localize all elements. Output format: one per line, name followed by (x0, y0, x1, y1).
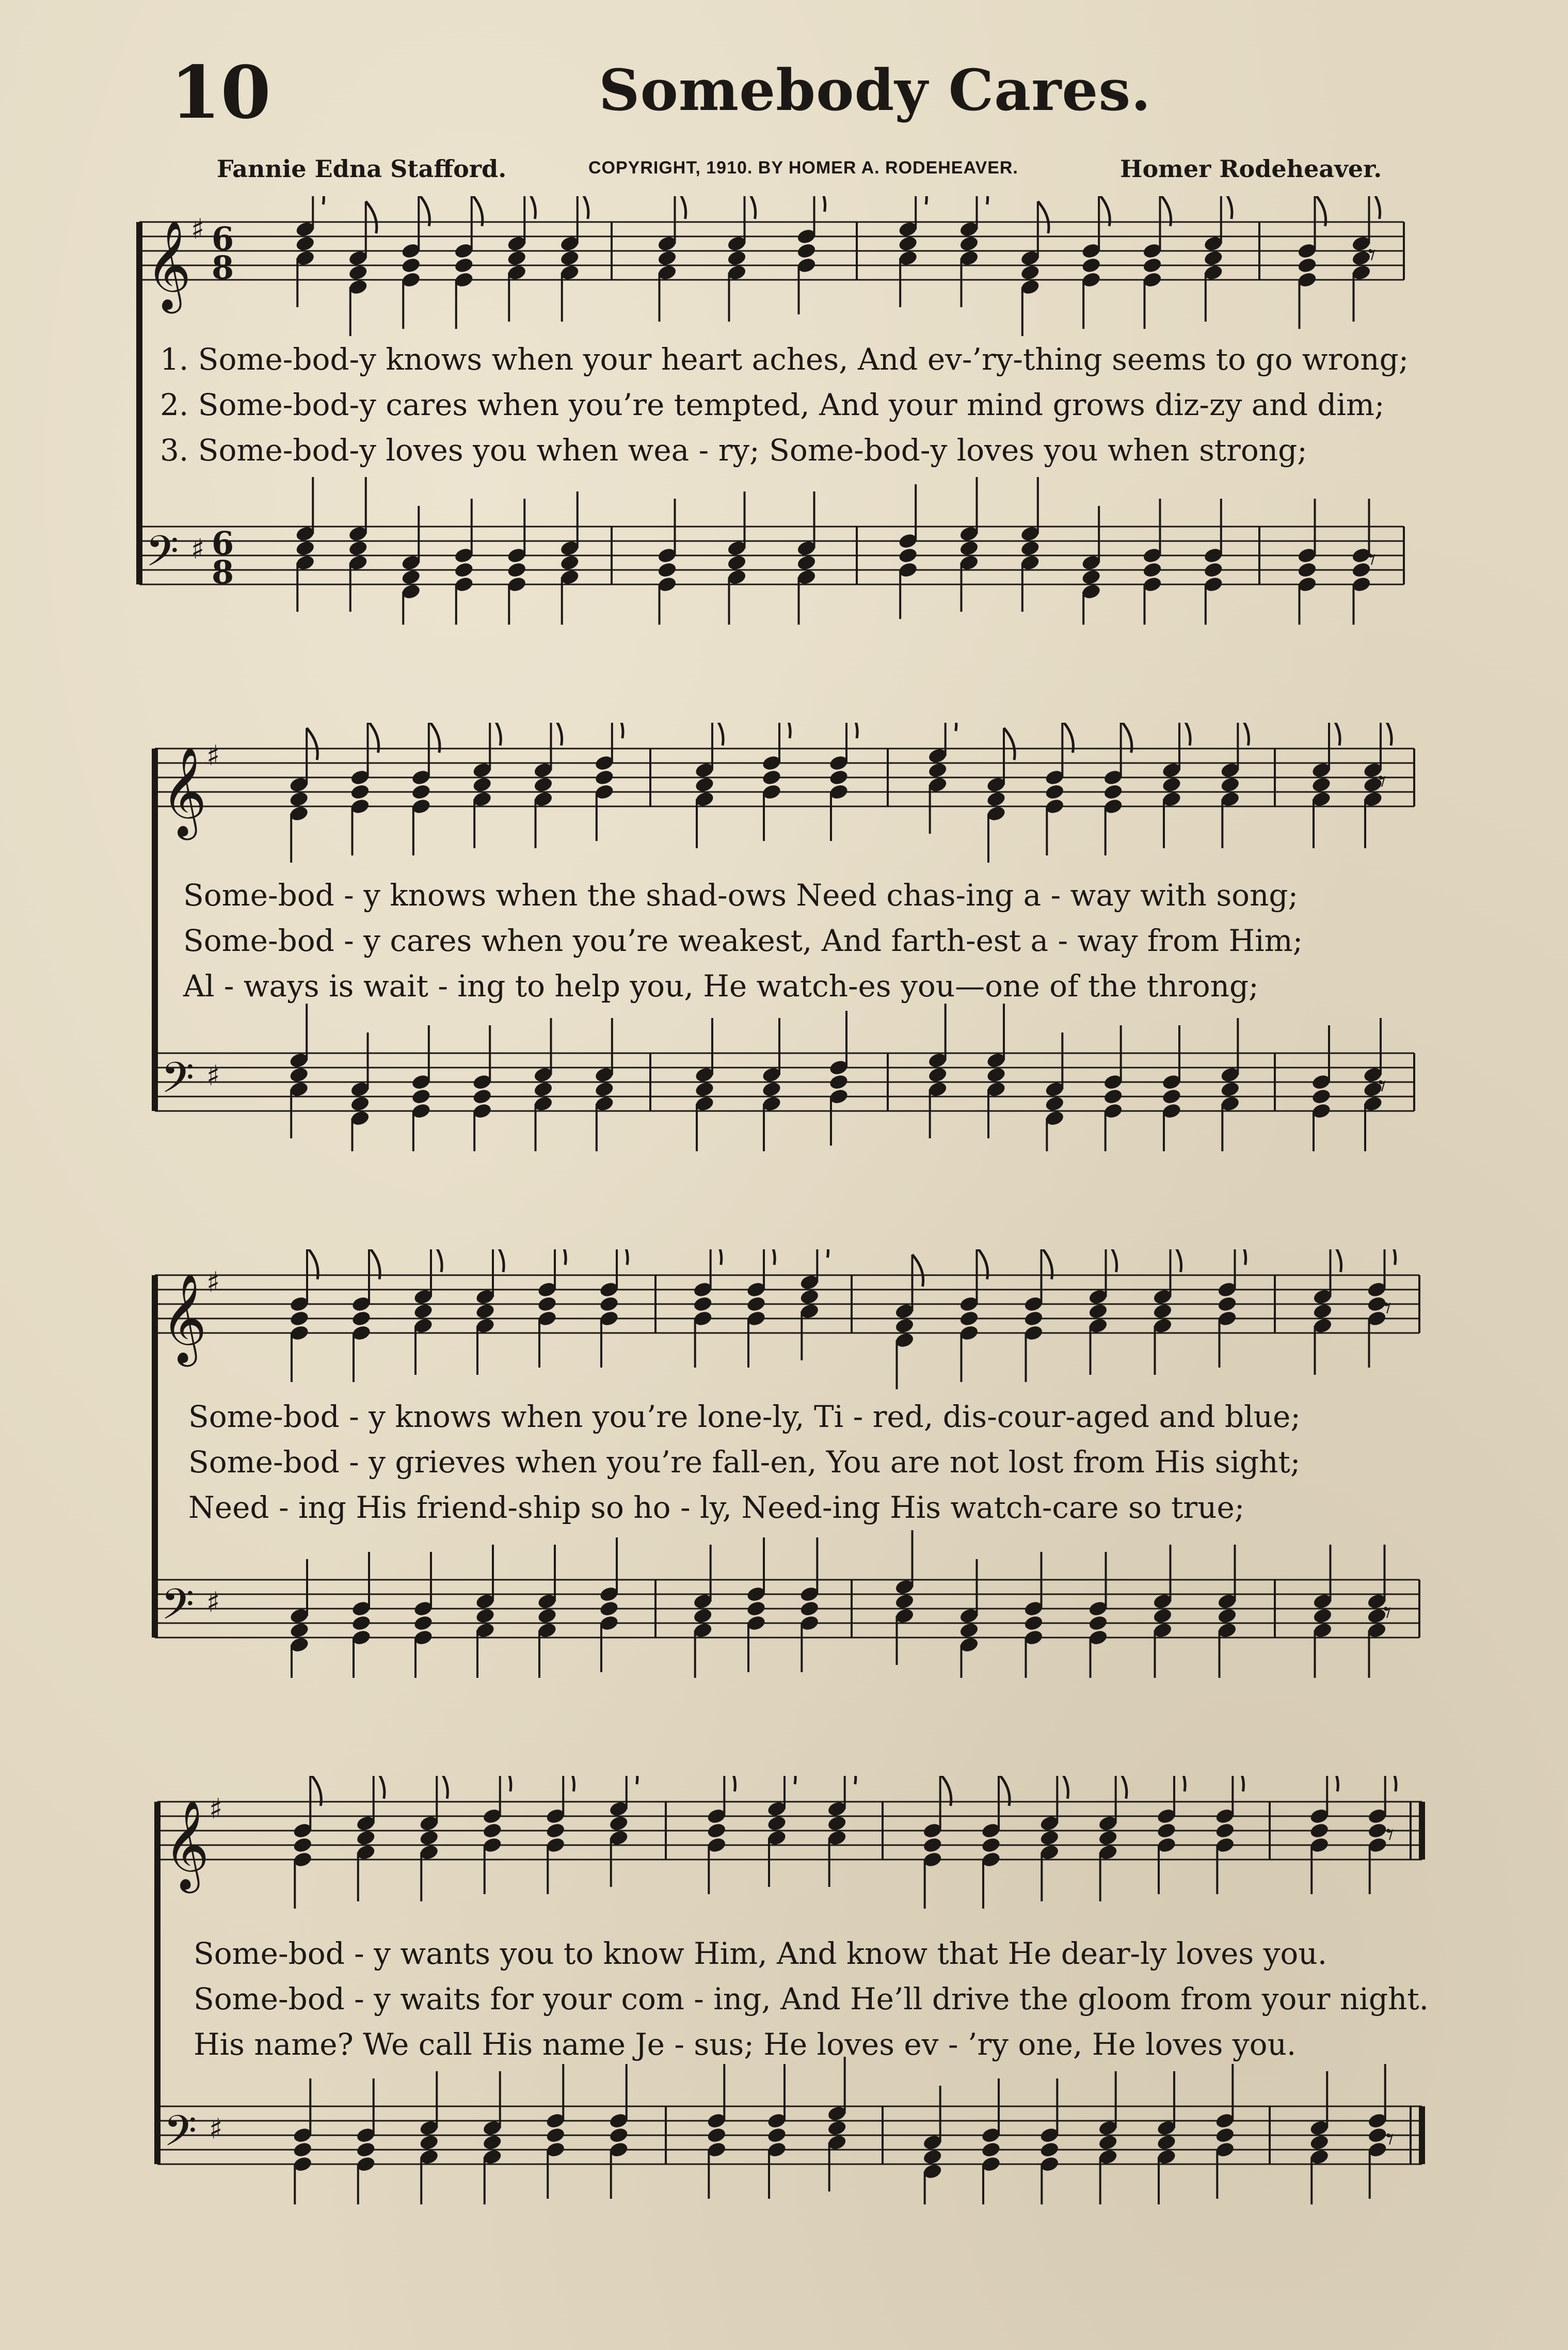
note-chord (828, 723, 857, 841)
note-chord (1081, 196, 1110, 329)
note-chord (694, 1018, 715, 1151)
note-chord (1367, 2064, 1388, 2199)
note-chord (1087, 1249, 1116, 1375)
copyright-notice: COPYRIGHT, 1910. BY HOMER A. RODEHEAVER. (588, 158, 1018, 178)
note-chord (506, 499, 527, 625)
lyric-line: Some-bod - y grieves when you’re fall-en, You are not lost from His sight; (188, 1444, 1301, 1480)
note-chord (693, 1545, 713, 1678)
bass-staff (155, 1530, 1419, 1678)
note-chord (1103, 723, 1132, 855)
note-chord (559, 491, 580, 625)
note-chord (292, 1776, 321, 1909)
note-chord (706, 1776, 735, 1894)
key-sharp-icon: ♯ (206, 1059, 220, 1092)
lyric-line: Some-bod - y knows when you’re lone-ly, Ti - red, dis-cour-aged and blue; (188, 1399, 1301, 1434)
treble-staff (155, 723, 1414, 863)
note-chord (958, 477, 979, 612)
lyric-line: Need - ing His friend-ship so ho - ly, Need-ing His watch-care so true; (188, 1490, 1245, 1525)
note-chord (545, 1776, 574, 1894)
key-sharp-icon: ♯ (209, 1792, 223, 1825)
note-chord (559, 196, 588, 322)
note-chord (766, 2064, 787, 2199)
note-chord (411, 723, 440, 855)
music-system-2 (0, 723, 1568, 1151)
rest-icon: 𝄾 (1386, 1817, 1394, 1853)
rest-icon: 𝄾 (1386, 2121, 1394, 2157)
note-chord (349, 1033, 370, 1151)
key-sharp-icon: ♯ (206, 1266, 220, 1298)
bass-staff (155, 1004, 1414, 1151)
note-chord (657, 499, 677, 625)
note-chord (292, 2078, 313, 2204)
note-chord (1098, 2071, 1118, 2204)
note-chord (657, 196, 685, 322)
note-chord (1297, 499, 1317, 625)
music-system-3 (0, 1249, 1568, 1678)
note-chord (1203, 196, 1232, 322)
lyrics-block-3 (188, 1394, 1301, 1530)
treble-staff (157, 1776, 1422, 1909)
note-chord (401, 196, 429, 329)
lyric-line: 3. Some-bod-y loves you when wea - ry; Some-bod-y loves you when strong; (160, 433, 1307, 468)
note-chord (295, 477, 315, 612)
note-chord (351, 1552, 372, 1678)
time-signature-bottom: 8 (212, 249, 234, 287)
note-chord (356, 1776, 385, 1901)
note-chord (537, 1545, 557, 1678)
note-chord (1214, 2064, 1235, 2199)
note-chord (413, 1249, 442, 1375)
lyric-line: Some-bod - y wants you to know Him, And know that He dear-ly loves you. (194, 1936, 1327, 1971)
note-chord (1152, 1545, 1173, 1678)
note-chord (981, 1776, 1010, 1909)
note-chord (958, 1249, 987, 1382)
note-chord (693, 1249, 722, 1368)
note-chord (545, 2064, 566, 2199)
note-chord (454, 499, 474, 625)
note-chord (475, 1545, 495, 1678)
note-chord (599, 1249, 628, 1368)
note-chord (1152, 1249, 1181, 1375)
lyrics-block-2 (183, 872, 1303, 1009)
note-chord (1023, 1552, 1044, 1678)
lyricist-credit: Fannie Edna Stafford. (217, 155, 507, 183)
note-chord (1217, 1545, 1237, 1678)
bass-clef-icon: 𝄢 (146, 526, 179, 586)
note-chord (1142, 499, 1162, 625)
note-chord (356, 2078, 376, 2204)
note-chord (894, 1530, 915, 1665)
bass-clef-icon: 𝄢 (161, 1053, 195, 1113)
note-chord (958, 1559, 979, 1678)
lyric-line: Al - ways is wait - ing to help you, He watch-es you—one of the throng; (183, 968, 1259, 1004)
bass-clef-icon: 𝄢 (164, 2106, 197, 2166)
treble-clef-icon: 𝄞 (164, 1800, 210, 1889)
note-chord (1297, 196, 1325, 329)
note-chord (761, 723, 790, 841)
note-chord (1039, 1776, 1068, 1901)
key-sharp-icon: ♯ (209, 2113, 223, 2145)
key-sharp-icon: ♯ (206, 739, 220, 772)
time-signature-top: 6 (212, 525, 234, 562)
note-chord (1161, 723, 1190, 848)
note-chord (1039, 2078, 1060, 2204)
note-chord (1217, 1249, 1245, 1368)
note-chord (351, 1249, 380, 1382)
treble-clef-icon: 𝄞 (146, 220, 191, 310)
note-chord (289, 1004, 309, 1138)
lyric-line: 1. Some-bod-y knows when your heart aches, And ev-’ry-thing seems to go wrong; (160, 342, 1409, 377)
note-chord (796, 491, 817, 625)
note-chord (1103, 1025, 1124, 1151)
note-chord (746, 1249, 775, 1368)
lyrics-block-4 (194, 1931, 1429, 2067)
note-chord (533, 723, 562, 848)
note-chord (454, 196, 483, 329)
note-chord (726, 491, 747, 625)
composer-credit: Homer Rodeheaver. (1120, 155, 1382, 183)
lyric-line: 2. Some-bod-y cares when you’re tempted, And your mind grows diz-zy and dim; (160, 387, 1385, 422)
note-chord (349, 723, 378, 855)
note-chord (475, 1249, 504, 1375)
treble-staff (155, 1249, 1419, 1389)
note-chord (827, 2057, 847, 2192)
hymn-number: 10 (170, 51, 271, 135)
note-chord (413, 1552, 434, 1678)
note-chord (289, 1249, 318, 1382)
bass-clef-icon: 𝄢 (161, 1579, 195, 1640)
note-chord (761, 1018, 782, 1151)
note-chord (1220, 723, 1249, 848)
time-signature-bottom: 8 (212, 553, 234, 591)
hymn-title: Somebody Cares. (599, 57, 1151, 123)
note-chord (796, 196, 825, 314)
rest-icon: 𝄾 (1368, 542, 1376, 578)
note-chord (828, 1011, 849, 1146)
note-chord (1156, 2071, 1177, 2204)
rest-icon: 𝄾 (1368, 237, 1376, 273)
note-chord (419, 1776, 447, 1901)
lyric-line: Some-bod - y knows when the shad-ows Need chas-ing a - way with song; (183, 878, 1299, 913)
note-chord (537, 1249, 566, 1368)
rest-icon: 𝄾 (1383, 1595, 1391, 1631)
lyric-line: Some-bod - y cares when you’re weakest, And farth-est a - way from Him; (183, 923, 1303, 958)
note-chord (482, 2071, 503, 2204)
note-chord (1044, 723, 1073, 855)
note-chord (348, 477, 369, 612)
note-chord (1087, 1552, 1108, 1678)
note-chord (1081, 506, 1101, 625)
note-chord (1044, 1033, 1065, 1151)
note-chord (506, 196, 535, 322)
note-chord (1203, 499, 1224, 625)
note-chord (1214, 1776, 1243, 1894)
treble-staff (139, 196, 1404, 336)
note-chord (927, 1004, 948, 1138)
key-sharp-icon: ♯ (191, 533, 205, 565)
note-chord (922, 2086, 943, 2204)
note-chord (289, 1559, 310, 1678)
rest-icon: 𝄾 (1378, 1068, 1386, 1104)
key-sharp-icon: ♯ (191, 213, 205, 245)
note-chord (1023, 1249, 1052, 1382)
note-chord (1312, 1545, 1333, 1678)
lyrics-block-1 (160, 337, 1409, 473)
note-chord (482, 1776, 511, 1894)
lyric-line: Some-bod - y waits for your com - ing, And He’ll drive the gloom from your night. (194, 1981, 1429, 2016)
bass-staff (139, 477, 1404, 625)
note-chord (1161, 1025, 1182, 1151)
note-chord (1156, 1776, 1185, 1894)
note-chord (609, 2064, 629, 2199)
note-chord (706, 2064, 727, 2199)
note-chord (472, 1025, 492, 1151)
note-chord (898, 484, 918, 619)
note-chord (1309, 2071, 1330, 2204)
note-chord (1311, 723, 1340, 848)
note-chord (599, 1537, 619, 1672)
note-chord (419, 2071, 439, 2204)
treble-clef-icon: 𝄞 (161, 1273, 207, 1363)
note-chord (1220, 1018, 1240, 1151)
note-chord (1142, 196, 1171, 329)
note-chord (726, 196, 755, 322)
lyric-line: His name? We call His name Je - sus; He loves ev - ’ry one, He loves you. (194, 2027, 1297, 2062)
note-chord (1363, 723, 1391, 848)
note-chord (411, 1025, 431, 1151)
note-chord (401, 506, 421, 625)
bass-staff (157, 2057, 1422, 2204)
note-chord (1309, 1776, 1338, 1894)
music-system-1 (0, 196, 1568, 625)
time-signature-top: 6 (212, 220, 234, 258)
note-chord (922, 1776, 951, 1909)
note-chord (694, 723, 723, 848)
treble-clef-icon: 𝄞 (161, 747, 207, 836)
key-sharp-icon: ♯ (206, 1586, 220, 1618)
note-chord (799, 1537, 820, 1672)
note-chord (472, 723, 501, 848)
note-chord (1098, 1776, 1127, 1901)
rest-icon: 𝄾 (1378, 764, 1386, 800)
note-chord (1311, 1025, 1332, 1151)
note-chord (594, 1018, 615, 1151)
note-chord (981, 2078, 1001, 2204)
note-chord (986, 1004, 1006, 1138)
rest-icon: 𝄾 (1383, 1290, 1391, 1326)
note-chord (1020, 477, 1041, 612)
note-chord (594, 723, 623, 841)
note-chord (1312, 1249, 1341, 1375)
note-chord (746, 1537, 766, 1672)
note-chord (533, 1018, 553, 1151)
music-system-4 (0, 1776, 1568, 2204)
